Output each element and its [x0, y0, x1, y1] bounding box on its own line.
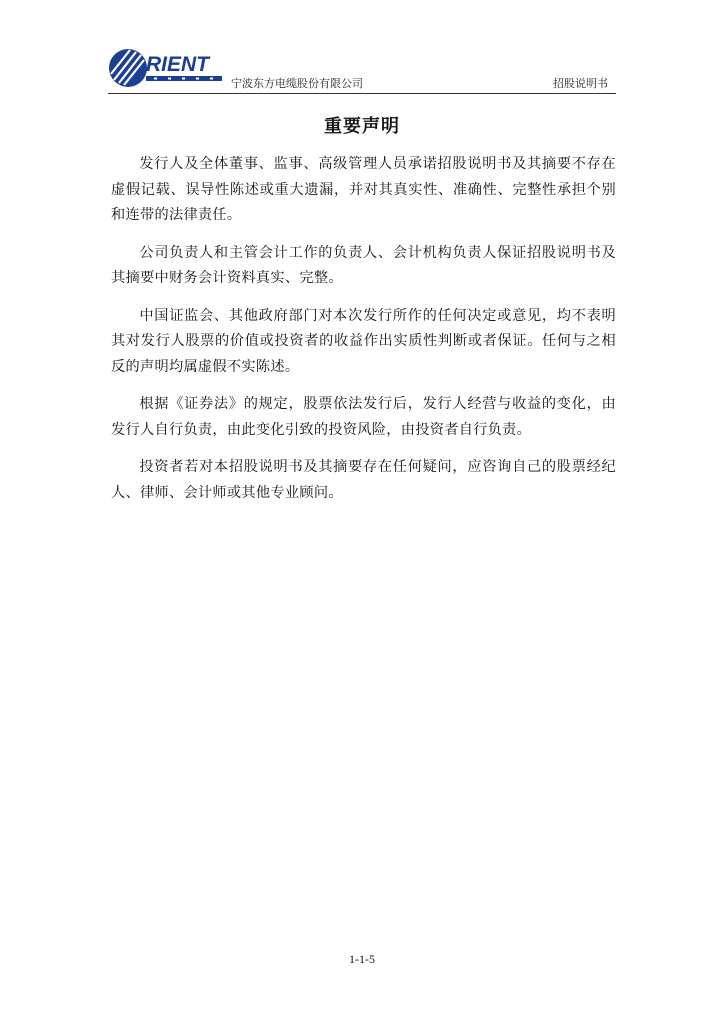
- paragraph: 中国证监会、其他政府部门对本次发行所作的任何决定或意见，均不表明其对发行人股票的价值或投资者的收益作出实质性判断或者保证。任何与之相反的声明均属虚假不实陈述。: [111, 307, 616, 375]
- logo-text: RIENT: [146, 53, 209, 76]
- paragraph: 投资者若对本招股说明书及其摘要存在任何疑问，应咨询自己的股票经纪人、律师、会计师或其他专业顾问。: [111, 459, 616, 501]
- page-header: [108, 44, 616, 96]
- company-name: 宁波东方电缆股份有限公司: [231, 77, 363, 90]
- orient-logo: [108, 46, 224, 90]
- paragraph: 根据《证券法》的规定，股票依法发行后，发行人经营与收益的变化，由发行人自行负责，由此变化引致的投资风险，由投资者自行负责。: [111, 396, 616, 438]
- document-type: 招股说明书: [553, 77, 608, 90]
- page-title: 重要声明: [324, 116, 400, 137]
- page-number: 1-1-5: [349, 952, 375, 966]
- header-rule: [108, 93, 616, 94]
- statement-body: [111, 152, 616, 518]
- paragraph: 公司负责人和主管会计工作的负责人、会计机构负责人保证招股说明书及其摘要中财务会计资料真实、完整。: [111, 244, 616, 286]
- paragraph: 发行人及全体董事、监事、高级管理人员承诺招股说明书及其摘要不存在虚假记载、误导性陈述或重大遗漏，并对其真实性、准确性、完整性承担个别和连带的法律责任。: [111, 156, 616, 223]
